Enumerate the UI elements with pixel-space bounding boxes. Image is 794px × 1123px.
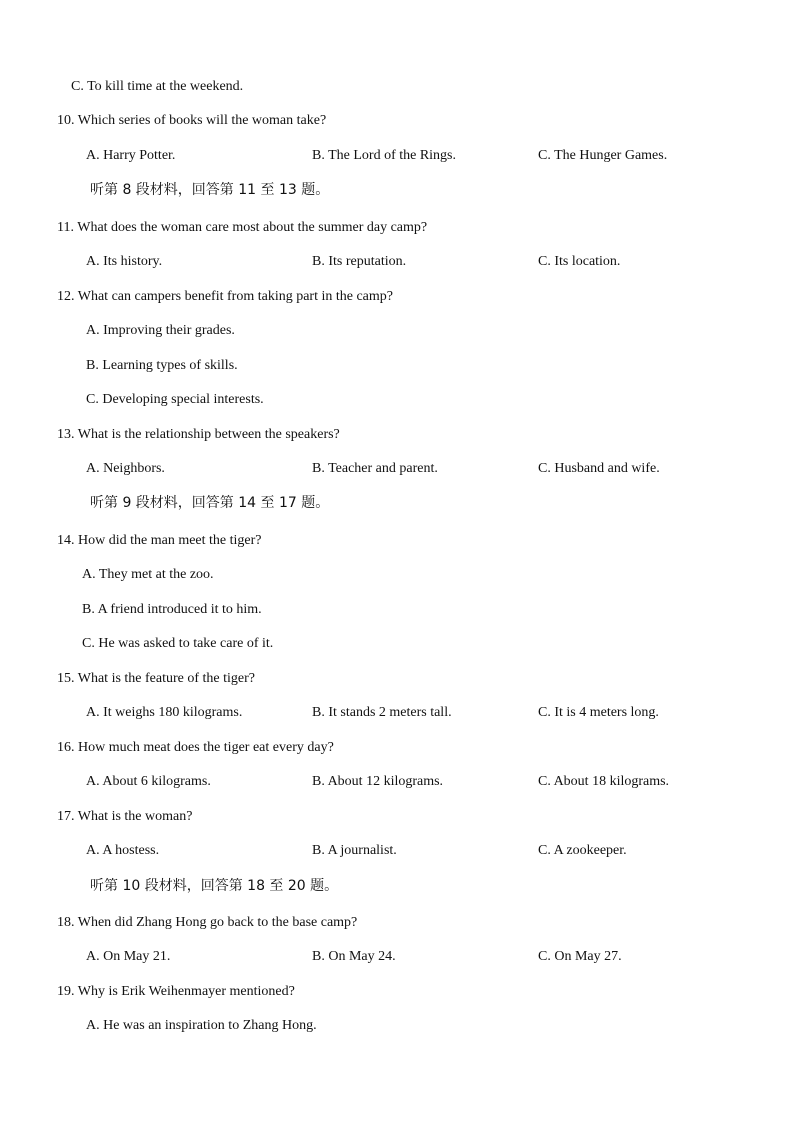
q15-question: 15. What is the feature of the tiger? xyxy=(57,671,255,686)
q9-option-c: C. To kill time at the weekend. xyxy=(71,79,244,94)
q10-option-b: B. The Lord of the Rings. xyxy=(312,148,457,163)
q13-option-a: A. Neighbors. xyxy=(86,461,165,476)
q16-option-b: B. About 12 kilograms. xyxy=(312,774,444,789)
q15-option-b: B. It stands 2 meters tall. xyxy=(312,705,452,720)
q16-question: 16. How much meat does the tiger eat every day? xyxy=(57,740,334,755)
q14-option-c: C. He was asked to take care of it. xyxy=(82,636,274,651)
q15-option-c: C. It is 4 meters long. xyxy=(538,705,659,720)
q15-option-a: A. It weighs 180 kilograms. xyxy=(86,705,243,720)
q12-option-b: B. Learning types of skills. xyxy=(86,358,238,373)
section-8-heading: 听第 8 段材料，回答第 11 至 13 题。 xyxy=(90,182,330,198)
q11-question: 11. What does the woman care most about the summer day camp? xyxy=(57,220,428,235)
q12-option-a: A. Improving their grades. xyxy=(86,323,235,338)
q12-option-c: C. Developing special interests. xyxy=(86,392,264,407)
q11-option-a: A. Its history. xyxy=(86,254,163,269)
q12-question: 12. What can campers benefit from taking part in the camp? xyxy=(57,289,393,304)
q13-option-b: B. Teacher and parent. xyxy=(312,461,438,476)
q10-option-a: A. Harry Potter. xyxy=(86,148,176,163)
q17-option-c: C. A zookeeper. xyxy=(538,843,627,858)
q13-question: 13. What is the relationship between the speakers? xyxy=(57,427,340,442)
q14-question: 14. How did the man meet the tiger? xyxy=(57,533,262,548)
section-9-heading: 听第 9 段材料，回答第 14 至 17 题。 xyxy=(90,495,330,511)
q17-question: 17. What is the woman? xyxy=(57,809,193,824)
q19-option-a: A. He was an inspiration to Zhang Hong. xyxy=(86,1018,317,1033)
q11-option-c: C. Its location. xyxy=(538,254,621,269)
q19-question: 19. Why is Erik Weihenmayer mentioned? xyxy=(57,984,295,999)
q13-option-c: C. Husband and wife. xyxy=(538,461,660,476)
q16-option-a: A. About 6 kilograms. xyxy=(86,774,211,789)
q18-option-a: A. On May 21. xyxy=(86,949,171,964)
section-10-heading: 听第 10 段材料，回答第 18 至 20 题。 xyxy=(90,878,339,894)
q18-option-c: C. On May 27. xyxy=(538,949,622,964)
q18-question: 18. When did Zhang Hong go back to the base camp? xyxy=(57,915,358,930)
q17-option-b: B. A journalist. xyxy=(312,843,397,858)
q14-option-b: B. A friend introduced it to him. xyxy=(82,602,262,617)
q10-option-c: C. The Hunger Games. xyxy=(538,148,668,163)
q18-option-b: B. On May 24. xyxy=(312,949,396,964)
q11-option-b: B. Its reputation. xyxy=(312,254,407,269)
q10-question: 10. Which series of books will the woman take? xyxy=(57,113,327,128)
q17-option-a: A. A hostess. xyxy=(86,843,160,858)
q14-option-a: A. They met at the zoo. xyxy=(82,567,214,582)
q16-option-c: C. About 18 kilograms. xyxy=(538,774,670,789)
